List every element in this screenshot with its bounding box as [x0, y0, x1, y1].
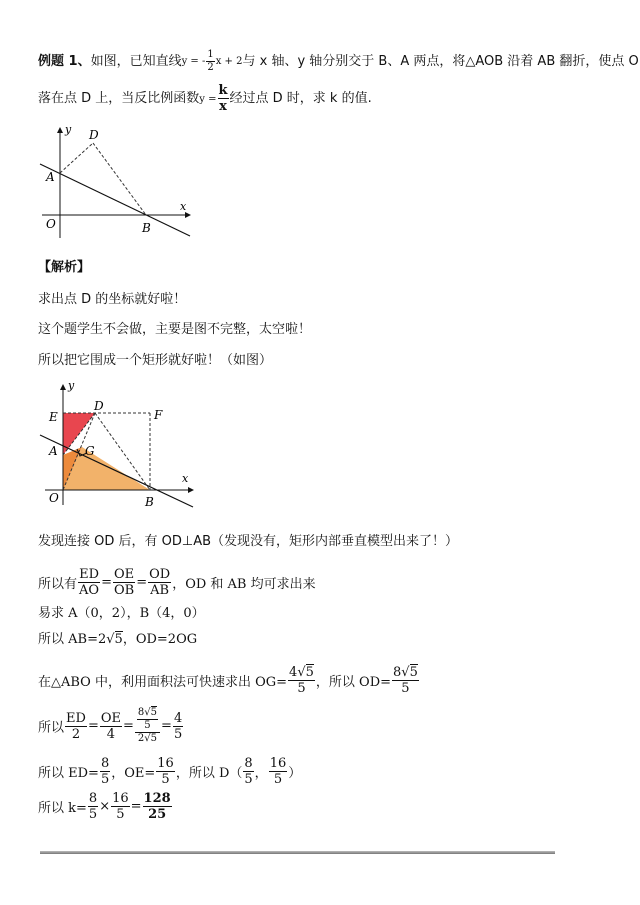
solution-heading: 【解析】: [38, 260, 91, 275]
fig1-dash-db: [93, 143, 146, 215]
step-8: 所以 k= $\frac{8}{5}$ × $\frac{16}{5}$ = $\frac{128}{25}$: [38, 791, 171, 822]
fig2-label-d: D: [94, 399, 104, 413]
fig2-label-b: B: [145, 495, 154, 509]
fig2-label-a: A: [49, 444, 58, 458]
fig2-label-f: F: [154, 408, 163, 422]
inverse-function-equation: y = $\frac{k}{x}$: [199, 83, 228, 114]
step-2: 所以有 $\frac{ED}{AO}$ = $\frac{OE}{OB}$ = $\frac{OD}{AB}$ ，OD 和 AB 均可求出来: [38, 567, 316, 598]
step-5: 在△ABO 中，利用面积法可快速求出 OG= $\frac{4√5}{5}$ ，所以 OD= $\frac{8√5}{5}$: [38, 665, 418, 696]
step-4: 所以 AB=2√5，OD=2OG: [38, 632, 198, 647]
fig1-line-ab: [40, 164, 190, 236]
figure-2: [30, 375, 200, 510]
fig1-label-o: O: [46, 217, 56, 231]
problem-line-2: [38, 84, 372, 113]
problem-text-1: 如图，已知直线: [90, 54, 182, 69]
fig2-label-y: y: [68, 379, 75, 392]
problem-line-1: [38, 50, 639, 73]
step-1: 发现连接 OD 后，有 OD⊥AB（发现没有，矩形内部垂直模型出来了！）: [38, 534, 459, 549]
fig1-dash-ad: [60, 143, 93, 173]
footer-divider: [40, 851, 555, 854]
problem-text-4: 经过点 D 时，求 k 的值.: [229, 91, 372, 106]
solution-p2: 这个题学生不会做，主要是图不完整，太空啦！: [38, 322, 312, 337]
fig2-label-o: O: [49, 491, 59, 505]
fig2-label-x: x: [182, 472, 189, 485]
problem-text-3: 落在点 D 上，当反比例函数: [38, 91, 200, 106]
fig1-label-d: D: [89, 128, 99, 142]
figure-1: [30, 118, 200, 243]
fig1-label-y: y: [65, 123, 72, 136]
fig1-label-x: x: [180, 200, 187, 213]
solution-p3: 所以把它围成一个矩形就好啦！（如图）: [38, 353, 273, 368]
line-equation: y = - $\frac{1}{2}$ x + 2: [181, 49, 243, 73]
fig2-label-e: E: [49, 410, 58, 424]
fig2-label-g: G: [85, 444, 95, 458]
step-3: 易求 A（0，2），B（4，0）: [38, 606, 205, 621]
fig1-label-b: B: [142, 221, 151, 235]
problem-text-2: 与 x 轴、y 轴分别交于 B、A 两点，将△AOB 沿着 AB 翻折，使点 O: [242, 54, 639, 69]
problem-label: 例题 1、: [38, 54, 91, 69]
fig1-label-a: A: [46, 170, 55, 184]
step-7: 所以 ED= $\frac{8}{5}$ ，OE= $\frac{16}{5}$ ，所以 D（ $\frac{8}{5}$ ， $\frac{16}{5}$ ）: [38, 756, 302, 787]
solution-p1: 求出点 D 的坐标就好啦！: [38, 292, 187, 307]
step-6: 所以 $\frac{ED}{2}$ = $\frac{OE}{4}$ = $\frac{\frac{8√5}{5}}{2√5}$ = $\frac{4}{5}$: [38, 707, 183, 744]
